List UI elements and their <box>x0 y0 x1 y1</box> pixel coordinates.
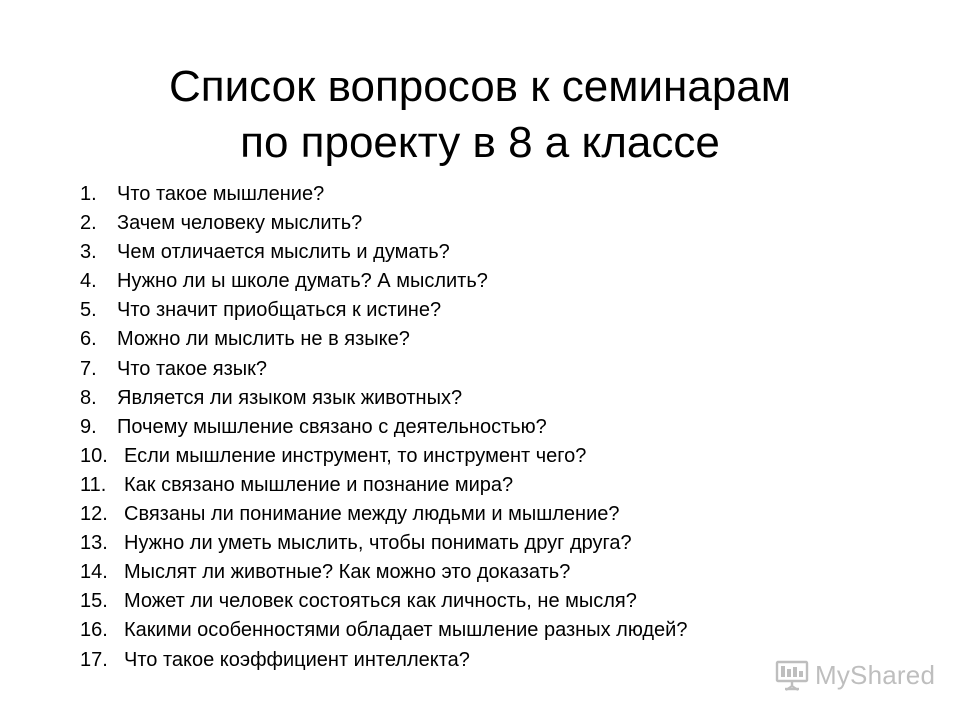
question-item <box>80 529 840 558</box>
question-item <box>80 616 840 645</box>
watermark-logo <box>775 658 935 692</box>
question-text: Что значит приобщаться к истине? <box>117 299 442 322</box>
question-list <box>80 180 840 675</box>
question-number: 7. <box>80 357 97 380</box>
question-text: Может ли человек состояться как личность, не мысля? <box>124 590 637 613</box>
question-item <box>80 209 840 238</box>
title-line-2: по проекту в 8 а классе <box>240 118 720 168</box>
question-text: Что такое язык? <box>117 357 268 380</box>
slide-title <box>0 59 960 171</box>
question-item <box>80 296 840 325</box>
question-number: 1. <box>80 183 97 205</box>
question-number: 16. <box>80 619 108 642</box>
question-number: 8. <box>80 386 97 409</box>
question-item <box>80 471 840 500</box>
question-number: 6. <box>80 328 97 351</box>
question-item <box>80 587 840 616</box>
question-text: Нужно ли уметь мыслить, чтобы понимать друг друга? <box>124 532 632 555</box>
title-line-1: Список вопросов к семинарам <box>168 62 792 112</box>
question-text: Что такое мышление? <box>117 183 325 205</box>
question-item <box>80 558 840 587</box>
question-text: Мыслят ли животные? Как можно это доказать? <box>124 561 571 584</box>
question-number: 17. <box>80 648 108 671</box>
presentation-board-icon <box>775 659 809 691</box>
question-item <box>80 413 840 442</box>
question-item <box>80 355 840 384</box>
question-text: Нужно ли ы школе думать? А мыслить? <box>117 270 488 293</box>
question-item <box>80 646 840 675</box>
question-item <box>80 238 840 267</box>
question-item <box>80 384 840 413</box>
question-number: 13. <box>80 532 108 555</box>
question-text: Какими особенностями обладает мышление разных людей? <box>124 619 688 642</box>
question-item <box>80 442 840 471</box>
question-text: Зачем человеку мыслить? <box>117 212 363 235</box>
question-number: 5. <box>80 299 97 322</box>
question-number: 12. <box>80 503 108 526</box>
question-number: 4. <box>80 270 97 293</box>
question-text: Как связано мышление и познание мира? <box>124 473 514 496</box>
question-number: 10. <box>80 444 108 467</box>
question-number: 11. <box>80 473 107 496</box>
question-number: 15. <box>80 590 108 613</box>
question-number: 2. <box>80 212 97 235</box>
question-text: Можно ли мыслить не в языке? <box>117 328 410 351</box>
question-text: Является ли языком язык животных? <box>117 386 463 409</box>
question-item <box>80 267 840 296</box>
question-text: Что такое коэффициент интеллекта? <box>124 648 470 671</box>
question-text: Чем отличается мыслить и думать? <box>117 241 450 264</box>
question-item <box>80 325 840 354</box>
question-item <box>80 500 840 529</box>
question-text: Почему мышление связано с деятельностью? <box>117 415 547 438</box>
question-text: Связаны ли понимание между людьми и мышление? <box>124 503 620 526</box>
question-number: 14. <box>80 561 108 584</box>
watermark-text: MyShared <box>815 659 936 690</box>
question-text: Если мышление инструмент, то инструмент чего? <box>124 444 587 467</box>
question-item <box>80 180 840 209</box>
question-number: 3. <box>80 241 97 264</box>
question-number: 9. <box>80 415 97 438</box>
